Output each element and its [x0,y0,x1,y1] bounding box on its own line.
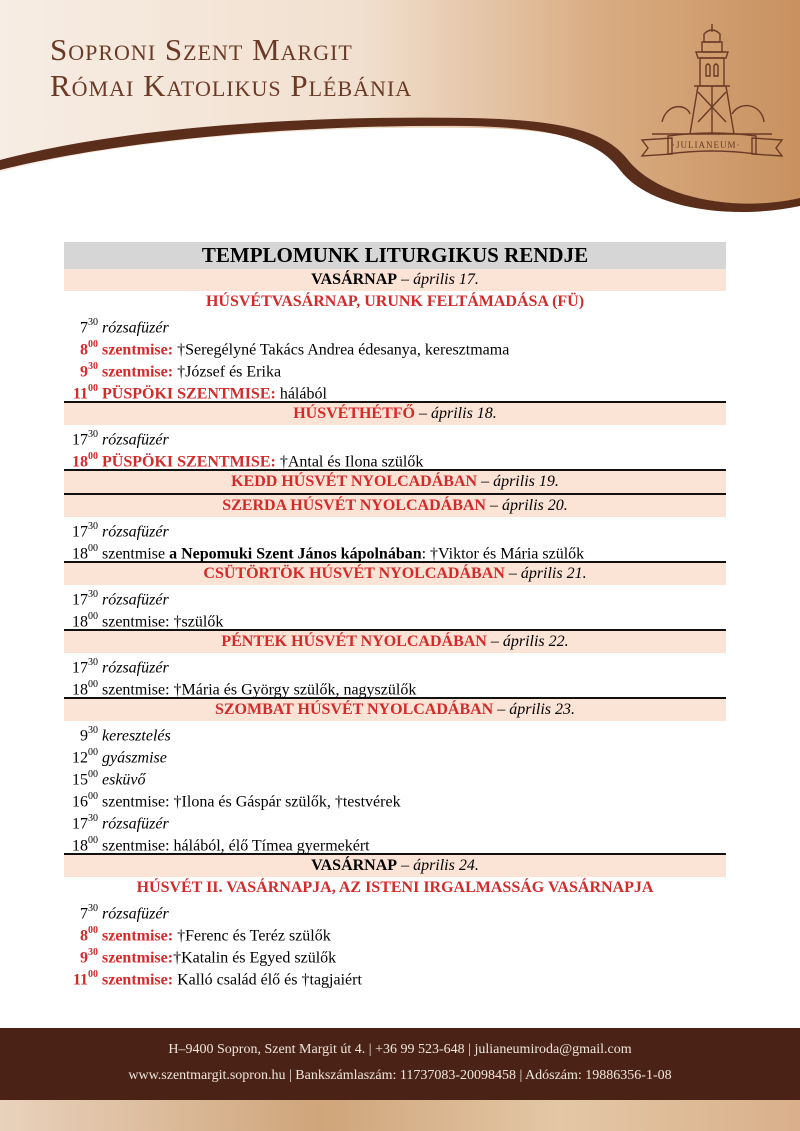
service-time: $11^{00}$ [72,383,98,403]
service-time-minutes: 00 [88,769,98,780]
service-row [64,809,726,831]
day-label: VASÁRNAP [311,271,398,288]
service-row [64,721,726,743]
service-time: $9^{30}$ [80,947,98,967]
parish-title-line1: Soproni Szent Margit [50,32,353,67]
service-name: szentmise: [102,363,174,381]
service-name: rózsafüzér [102,659,169,677]
service-time: $17^{30}$ [72,813,98,833]
service-time-minutes: 30 [88,521,98,532]
service-name: rózsafüzér [102,431,169,449]
service-time-minutes: 00 [88,747,98,758]
day-date: – április 23. [493,701,576,718]
service-row [64,899,726,921]
service-time-minutes: 00 [88,925,98,936]
service-intention: †Ferenc és Teréz szülők [173,927,331,945]
service-name: PÜSPÖKI SZENTMISE: [102,385,276,403]
service-intention: : †Viktor és Mária szülők [421,545,585,563]
service-name: szentmise: [102,927,174,945]
parish-title-line2: Római Katolikus Plébánia [50,68,413,103]
service-time: $15^{00}$ [72,769,98,789]
day-date: – április 24. [397,857,479,874]
service-row [64,675,726,697]
service-name: szentmise: [102,837,170,855]
service-time: $18^{00}$ [72,679,98,699]
service-name: rózsafüzér [102,319,169,337]
service-row [64,447,726,469]
service-row [64,517,726,539]
service-row [64,965,726,987]
service-time: $9^{30}$ [80,361,98,381]
service-row [64,921,726,943]
service-row [64,313,726,335]
service-time: $17^{30}$ [72,589,98,609]
service-time-minutes: 30 [88,429,98,440]
service-time: $11^{00}$ [72,969,98,989]
service-name: gyászmise [102,749,167,767]
service-time: $8^{00}$ [80,925,98,945]
service-time-minutes: 00 [88,679,98,690]
service-time-minutes: 00 [88,969,98,980]
service-row [64,765,726,787]
service-time-minutes: 30 [88,947,98,958]
service-intention: †Mária és György szülők, nagyszülők [169,681,417,699]
service-time: $7^{30}$ [80,317,98,337]
day-label: SZOMBAT HÚSVÉT NYOLCADÁBAN [214,701,494,718]
service-time: $17^{30}$ [72,429,98,449]
day-date: – április 17. [397,271,479,288]
schedule-title: TEMPLOMUNK LITURGIKUS RENDJE [64,242,726,269]
service-time-minutes: 00 [88,835,98,846]
service-time-minutes: 30 [88,589,98,600]
service-name: szentmise: [102,341,174,359]
service-time: $17^{30}$ [72,657,98,677]
service-time: $18^{00}$ [72,611,98,631]
service-time-minutes: 00 [88,339,98,350]
service-name: szentmise: [102,793,170,811]
service-time: $12^{00}$ [72,747,98,767]
service-time-minutes: 00 [88,611,98,622]
service-row [64,357,726,379]
service-intention: †Katalin és Egyed szülők [173,949,337,967]
service-name: rózsafüzér [102,905,169,923]
schedule [64,242,726,987]
service-location: a Nepomuki Szent János kápolnában [169,545,422,563]
service-time: $18^{00}$ [72,835,98,855]
day-header [64,561,726,585]
service-intention: †Ilona és Gáspár szülők, †testvérek [169,793,401,811]
service-time-minutes: 00 [88,383,98,394]
service-time-minutes: 00 [88,543,98,554]
service-time-minutes: 30 [88,725,98,736]
service-time: $18^{00}$ [72,451,98,471]
service-row [64,787,726,809]
day-date: – április 22. [486,633,569,650]
schedule-days [64,269,726,987]
service-name: rózsafüzér [102,523,169,541]
service-intention: †József és Erika [173,363,282,381]
service-time-minutes: 30 [88,903,98,914]
service-row [64,943,726,965]
service-intention: Kalló család élő és †tagjaiért [173,971,362,989]
service-name: keresztelés [102,727,171,745]
service-time-minutes: 30 [88,657,98,668]
footer-strip [0,1100,800,1131]
service-time: $8^{00}$ [80,339,98,359]
service-row [64,653,726,675]
service-name: szentmise: [102,949,174,967]
day-date: – április 19. [477,473,559,490]
service-time-minutes: 30 [88,813,98,824]
feast-title: HÚSVÉT II. VASÁRNAPJA, AZ ISTENI IRGALMASSÁG VASÁRNAPJA [136,879,654,896]
service-row [64,743,726,765]
service-time-minutes: 00 [88,451,98,462]
parish-title [50,32,412,104]
service-name: rózsafüzér [102,815,169,833]
service-intention: †szülők [169,613,224,631]
service-name: rózsafüzér [102,591,169,609]
service-intention: †Seregélyné Takács Andrea édesanya, keresztmama [173,341,510,359]
footer [0,1028,800,1100]
service-name: szentmise [102,545,170,563]
day-label: HÚSVÉTHÉTFŐ [293,405,415,422]
service-time: $9^{30}$ [80,725,98,745]
day-label: CSÜTÖRTÖK HÚSVÉT NYOLCADÁBAN [203,565,505,582]
day-date: – április 20. [485,497,568,514]
footer-contact: H–9400 Sopron, Szent Margit út 4. | +36 99 523-648 | julianeumiroda@gmail.com [168,1042,632,1057]
service-intention: hálából [275,385,327,403]
day-header [64,853,726,877]
service-row [64,585,726,607]
service-row [64,539,726,561]
day-header [64,493,726,517]
service-row [64,379,726,401]
service-name: szentmise: [102,613,170,631]
day-label: KEDD HÚSVÉT NYOLCADÁBAN [231,473,478,490]
service-name: szentmise: [102,971,174,989]
day-label: PÉNTEK HÚSVÉT NYOLCADÁBAN [221,633,487,650]
feast-title: HÚSVÉTVASÁRNAP, URUNK FELTÁMADÁSA (FÜ) [205,293,585,310]
day-label: VASÁRNAP [311,857,398,874]
service-time-minutes: 30 [88,361,98,372]
service-intention: hálából, élő Tímea gyermekért [169,837,370,855]
service-row [64,607,726,629]
day-header [64,629,726,653]
service-name: esküvő [102,771,146,789]
day-date: – április 18. [415,405,497,422]
service-row [64,425,726,447]
day-header [64,269,726,291]
day-label: SZERDA HÚSVÉT NYOLCADÁBAN [222,497,486,514]
service-time-minutes: 00 [88,791,98,802]
service-time: $7^{30}$ [80,903,98,923]
service-row [64,335,726,357]
day-date: – április 21. [504,565,587,582]
service-name: szentmise: [102,681,170,699]
logo-label: ·JULIANEUM· [672,140,741,150]
day-header [64,469,726,493]
service-intention: †Antal és Ilona szülők [275,453,424,471]
service-time: $16^{00}$ [72,791,98,811]
footer-bank: www.szentmargit.sopron.hu | Bankszámlaszám: 11737083-20098458 | Adószám: 19886356-1-08 [128,1068,672,1083]
service-time: $17^{30}$ [72,521,98,541]
service-time-minutes: 30 [88,317,98,328]
day-header [64,697,726,721]
service-time: $18^{00}$ [72,543,98,563]
service-row [64,831,726,853]
day-header [64,401,726,425]
service-name: PÜSPÖKI SZENTMISE: [102,453,276,471]
